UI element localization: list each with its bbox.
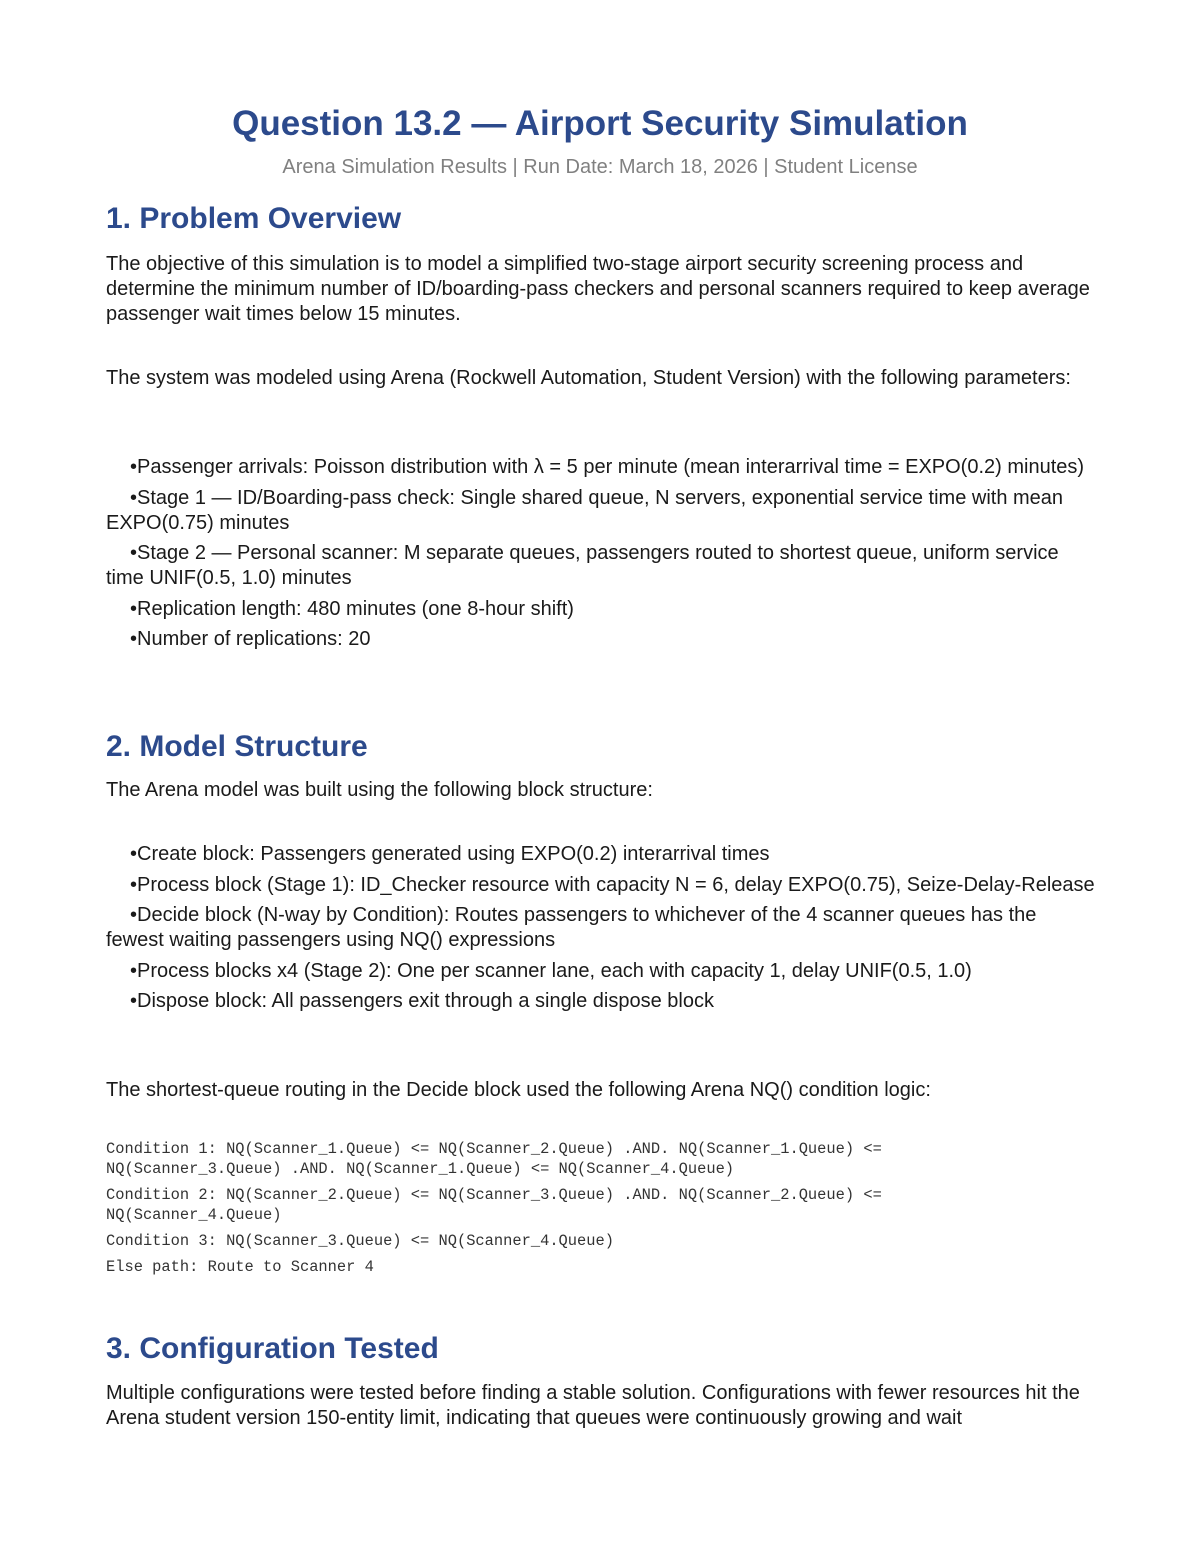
list-item: •Stage 2 — Personal scanner: M separate queues, passengers routed to shortest queue, uniform service time UNIF(0.5, 1.0) minutes — [106, 542, 1059, 589]
paragraph: The system was modeled using Arena (Rockwell Automation, Student Version) with the following parameters: — [106, 367, 1071, 389]
document-title: Question 13.2 — Airport Security Simulation — [232, 104, 968, 143]
section-heading-configuration-tested: 3. Configuration Tested — [106, 1332, 439, 1365]
list-item: •Process blocks x4 (Stage 2): One per scanner lane, each with capacity 1, delay UNIF(0.5, 1.0) — [129, 959, 972, 982]
section-heading-problem-overview: 1. Problem Overview — [106, 202, 402, 235]
code-line: Condition 3: NQ(Scanner_3.Queue) <= NQ(Scanner_4.Queue) — [106, 1232, 614, 1250]
list-item: •Dispose block: All passengers exit through a single dispose block — [129, 990, 714, 1012]
code-line: Condition 2: NQ(Scanner_2.Queue) <= NQ(Scanner_3.Queue) .AND. NQ(Scanner_2.Queue) <= NQ(Scanner_4.Queue) — [106, 1186, 892, 1224]
list-item: •Stage 1 — ID/Boarding-pass check: Single shared queue, N servers, exponential service time with mean EXPO(0.75) minutes — [106, 486, 1064, 534]
list-item: •Replication length: 480 minutes (one 8-hour shift) — [129, 597, 574, 620]
paragraph: The objective of this simulation is to model a simplified two-stage airport security screening process and determine the minimum number of ID/boarding-pass checkers and personal scanners required to keep average passenger wait times below 15 minutes. — [106, 253, 1090, 325]
paragraph: Multiple configurations were tested before finding a stable solution. Configurations with fewer resources hit the Arena student version 150-entity limit, indicating that queues were continuously growing and wait — [106, 1382, 1080, 1429]
parameter-list — [106, 455, 1096, 658]
code-block — [106, 1139, 1006, 1283]
paragraph: The shortest-queue routing in the Decide block used the following Arena NQ() condition logic: — [106, 1079, 931, 1101]
code-line: Condition 1: NQ(Scanner_1.Queue) <= NQ(Scanner_2.Queue) .AND. NQ(Scanner_1.Queue) <= NQ(Scanner_3.Queue) .AND. NQ(Scanner_1.Queue) <= NQ(Scanner_4.Queue) — [106, 1140, 892, 1178]
list-item: •Number of replications: 20 — [129, 628, 371, 650]
block-list — [106, 842, 1096, 1020]
list-item: •Create block: Passengers generated using EXPO(0.2) interarrival times — [129, 843, 770, 865]
document-subtitle: Arena Simulation Results | Run Date: March 18, 2026 | Student License — [282, 156, 918, 178]
paragraph: The Arena model was built using the following block structure: — [106, 779, 653, 801]
section-heading-model-structure: 2. Model Structure — [106, 730, 368, 763]
code-line: Else path: Route to Scanner 4 — [106, 1258, 374, 1276]
list-item: •Process block (Stage 1): ID_Checker resource with capacity N = 6, delay EXPO(0.75), Seize-Delay-Release — [129, 873, 1095, 896]
list-item: •Decide block (N-way by Condition): Routes passengers to whichever of the 4 scanner queues has the fewest waiting passengers using NQ() expressions — [106, 904, 1037, 951]
list-item: •Passenger arrivals: Poisson distribution with λ = 5 per minute (mean interarrival time = EXPO(0.2) minutes) — [129, 456, 1085, 478]
